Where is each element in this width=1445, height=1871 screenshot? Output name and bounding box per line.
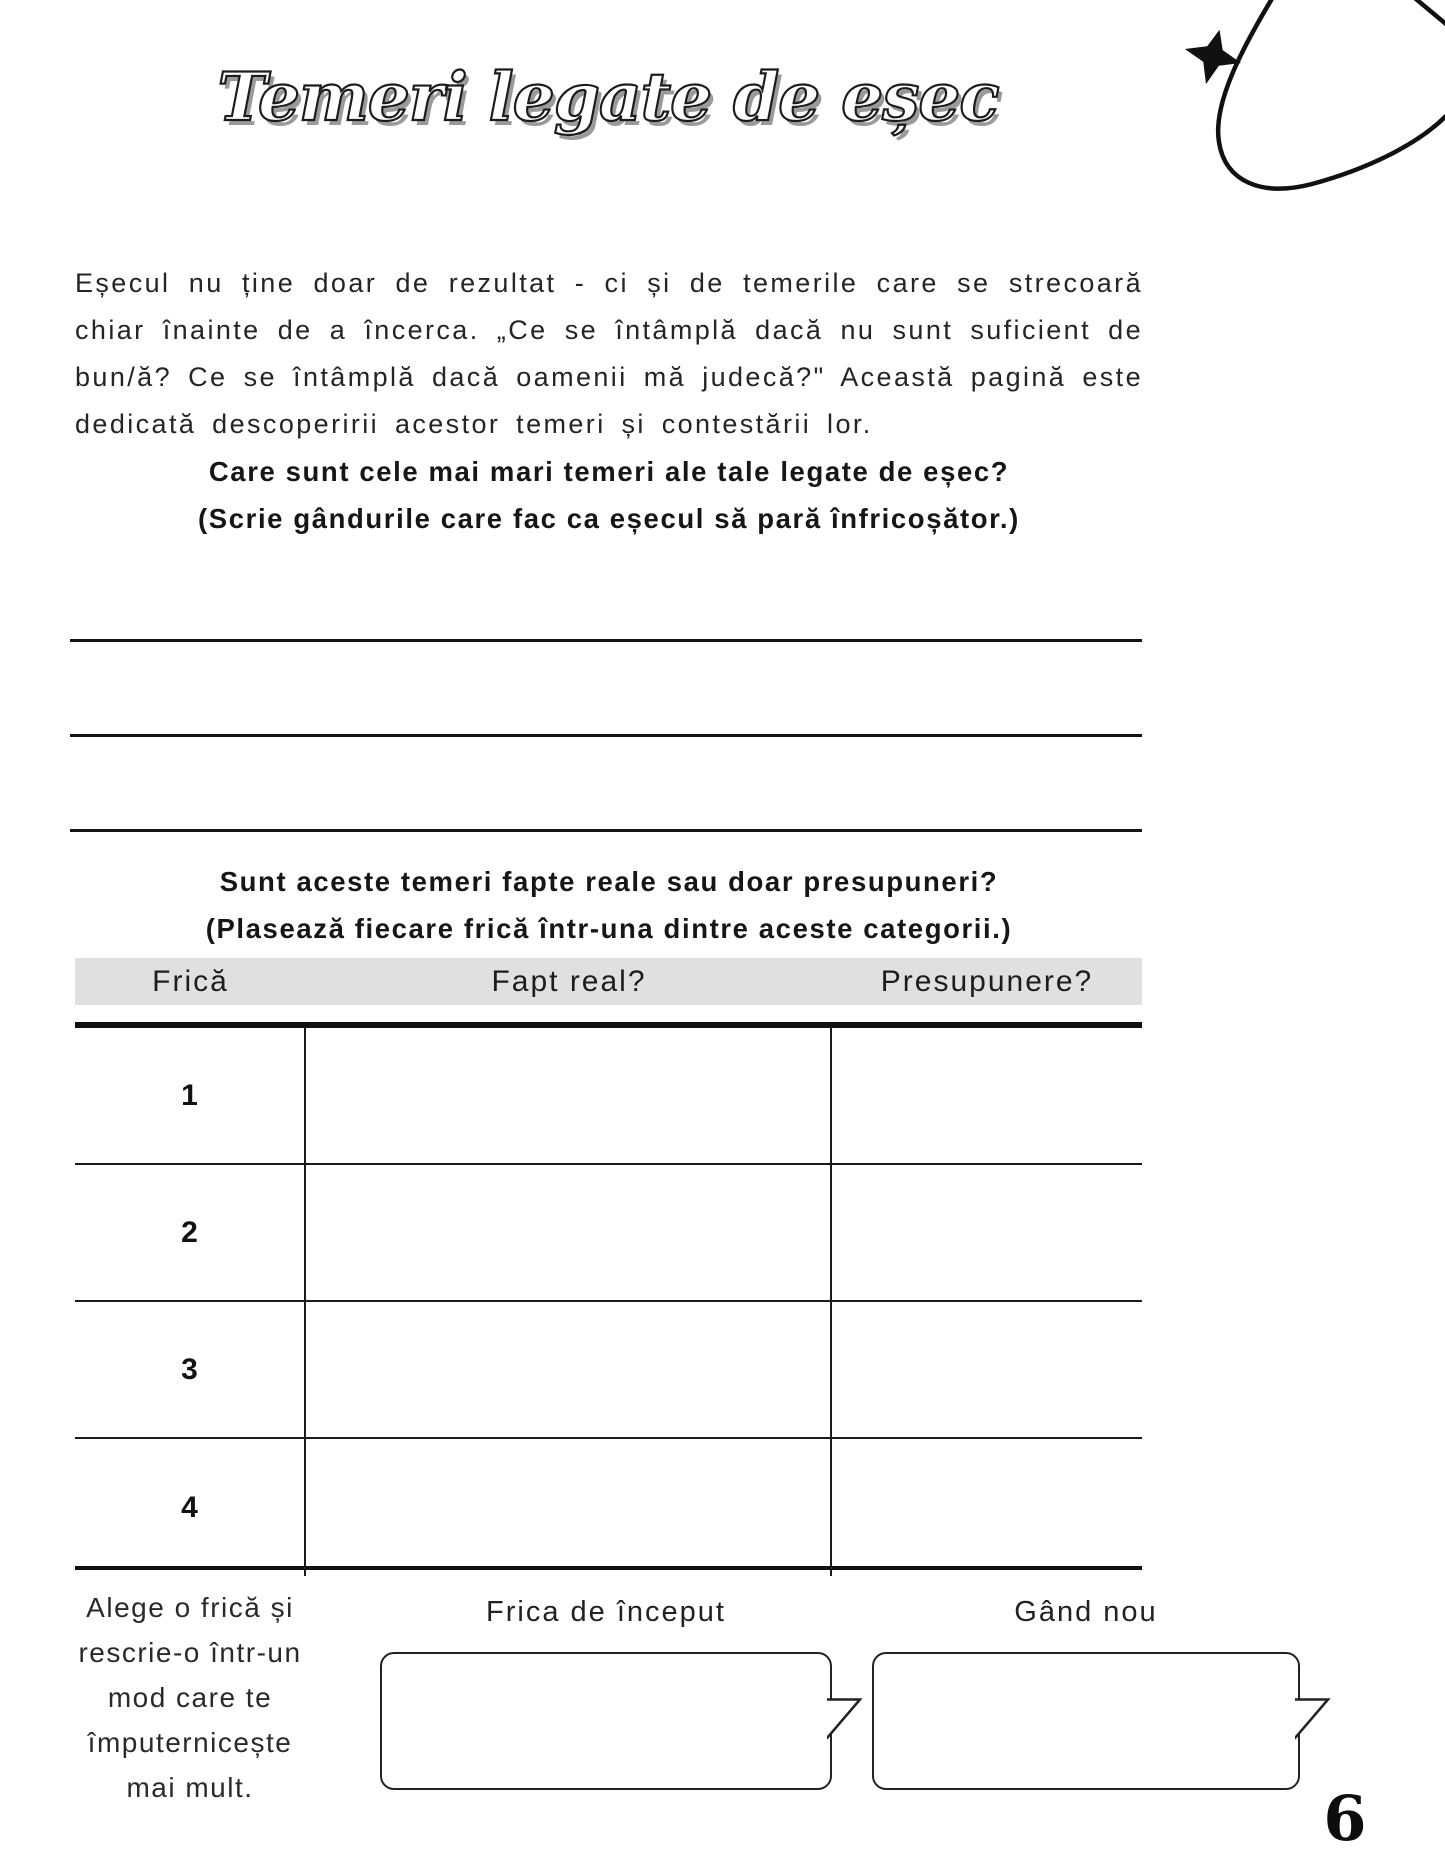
question2-subheading: (Plasează fiecare frică într-una dintre aceste categorii.) <box>205 913 1013 944</box>
assumption-cell[interactable] <box>832 1439 1142 1576</box>
question1-block <box>75 448 1143 542</box>
answer-line[interactable] <box>70 639 1142 642</box>
new-thought-bubble[interactable] <box>872 1652 1300 1790</box>
answer-line[interactable] <box>70 829 1142 832</box>
question1-subheading: (Scrie gândurile care fac ca eșecul să pară înfricoșător.) <box>198 503 1020 534</box>
table-row <box>75 1302 1142 1439</box>
row-number: 2 <box>75 1165 306 1300</box>
rewrite-instruction: Alege o frică și rescrie-o într-un mod care te împuternicește mai mult. <box>78 1592 302 1803</box>
assumption-cell[interactable] <box>832 1028 1142 1163</box>
row-number: 1 <box>75 1028 306 1163</box>
intro-paragraph: Eșecul nu ține doar de rezultat - ci și de temerile care se strecoară chiar înainte de a încerca. „Ce se întâmplă dacă nu sunt suficient de bun/ă? Ce se întâmplă dacă oamenii mă judecă?" Această pagină este dedicată descoperirii acestor temeri și contestării lor. <box>75 268 1143 439</box>
table-row <box>75 1439 1142 1576</box>
starting-fear-label: Frica de început <box>486 1596 726 1628</box>
table-header-bar <box>75 958 1142 1005</box>
page-title: Temeri legate de eșec <box>217 58 999 136</box>
starting-fear-bubble[interactable] <box>380 1652 832 1790</box>
fears-table <box>75 1022 1142 1570</box>
answer-line[interactable] <box>70 734 1142 737</box>
table-header-fear: Frică <box>152 964 229 998</box>
assumption-cell[interactable] <box>832 1302 1142 1437</box>
table-row <box>75 1028 1142 1165</box>
question2-block <box>75 858 1143 952</box>
question1-heading: Care sunt cele mai mari temeri ale tale legate de eșec? <box>208 456 1010 487</box>
fact-cell[interactable] <box>306 1302 832 1437</box>
fact-cell[interactable] <box>306 1439 832 1576</box>
shooting-star-icon <box>990 0 1445 205</box>
table-header-fact: Fapt real? <box>491 964 647 998</box>
row-number: 4 <box>75 1439 306 1576</box>
speech-bubble-tail-icon <box>827 1698 865 1740</box>
assumption-cell[interactable] <box>832 1165 1142 1300</box>
page-number: 6 <box>1323 1782 1367 1855</box>
question2-heading: Sunt aceste temeri fapte reale sau doar presupuneri? <box>219 866 999 897</box>
speech-bubble-tail-icon <box>1295 1698 1333 1740</box>
table-row <box>75 1165 1142 1302</box>
row-number: 3 <box>75 1302 306 1437</box>
table-header-assumption: Presupunere? <box>880 964 1094 998</box>
fact-cell[interactable] <box>306 1165 832 1300</box>
new-thought-label: Gând nou <box>1014 1596 1158 1628</box>
fact-cell[interactable] <box>306 1028 832 1163</box>
